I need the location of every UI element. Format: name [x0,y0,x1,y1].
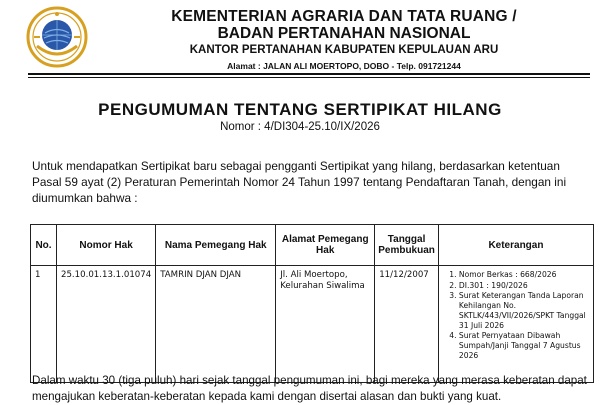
keterangan-item: 1. Nomor Berkas : 668/2026 [459,270,589,280]
announcement-number: Nomor : 4/DI304-25.10/IX/2026 [220,121,380,133]
table-row [31,266,594,383]
table-header-row [31,225,594,266]
header-nomor-hak: Nomor Hak [57,225,156,266]
keterangan-item: 3. Surat Keterangan Tanda Laporan Kehilangan No. SKTLK/443/VII/2026/SPKT Tanggal 31 Juli 2026 [459,291,589,330]
cell-nomor-hak: 25.10.01.13.1.01074 [57,266,156,383]
header-alamat: Alamat Pemegang Hak [276,225,375,266]
letterhead-rule-thick [28,73,590,75]
letterhead-rule-thin [28,77,590,78]
header-tanggal: Tanggal Pembukuan [375,225,439,266]
intro-paragraph: Untuk mendapatkan Sertipikat baru sebagai pengganti Sertipikat yang hilang, berdasarkan ketentuan Pasal 59 ayat (2) Peraturan Pemerintah Nomor 24 Tahun 1997 tentang Pendaftaran Tanah, dengan ini diumumkan bahwa : [32,159,567,205]
ministry-name-line1: KEMENTERIAN AGRARIA DAN TATA RUANG / [171,8,517,25]
keterangan-item: 2. DI.301 : 190/2026 [459,281,589,291]
header-nama: Nama Pemegang Hak [156,225,276,266]
announcement-title: PENGUMUMAN TENTANG SERTIPIKAT HILANG [98,100,502,119]
cell-keterangan [438,266,593,383]
keterangan-list [443,270,589,360]
header-keterangan: Keterangan [438,225,593,266]
cell-nama: TAMRIN DJAN DJAN [156,266,276,383]
keterangan-item: 4. Surat Pernyataan Dibawah Sumpah/Janji Tanggal 7 Agustus 2026 [459,331,589,360]
cell-tanggal: 11/12/2007 [375,266,439,383]
office-name: KANTOR PERTANAHAN KABUPATEN KEPULAUAN ARU [189,44,499,56]
bpn-logo-icon [26,6,88,68]
header-no: No. [31,225,57,266]
ministry-name-line2: BADAN PERTANAHAN NASIONAL [217,25,471,42]
office-address: Alamat : JALAN ALI MOERTOPO, DOBO - Telp. 091721244 [227,61,461,71]
cell-alamat: Jl. Ali Moertopo, Kelurahan Siwalima [276,266,375,383]
cell-no: 1 [31,266,57,383]
certificate-table [30,224,594,383]
footer-paragraph: Dalam waktu 30 (tiga puluh) hari sejak tanggal pengumuman ini, bagi mereka yang merasa keberatan dapat mengajukan keberatan-keberatan kepada kami dengan disertai alasan dan bukti yang kuat. [32,374,587,403]
letterhead [96,8,592,72]
